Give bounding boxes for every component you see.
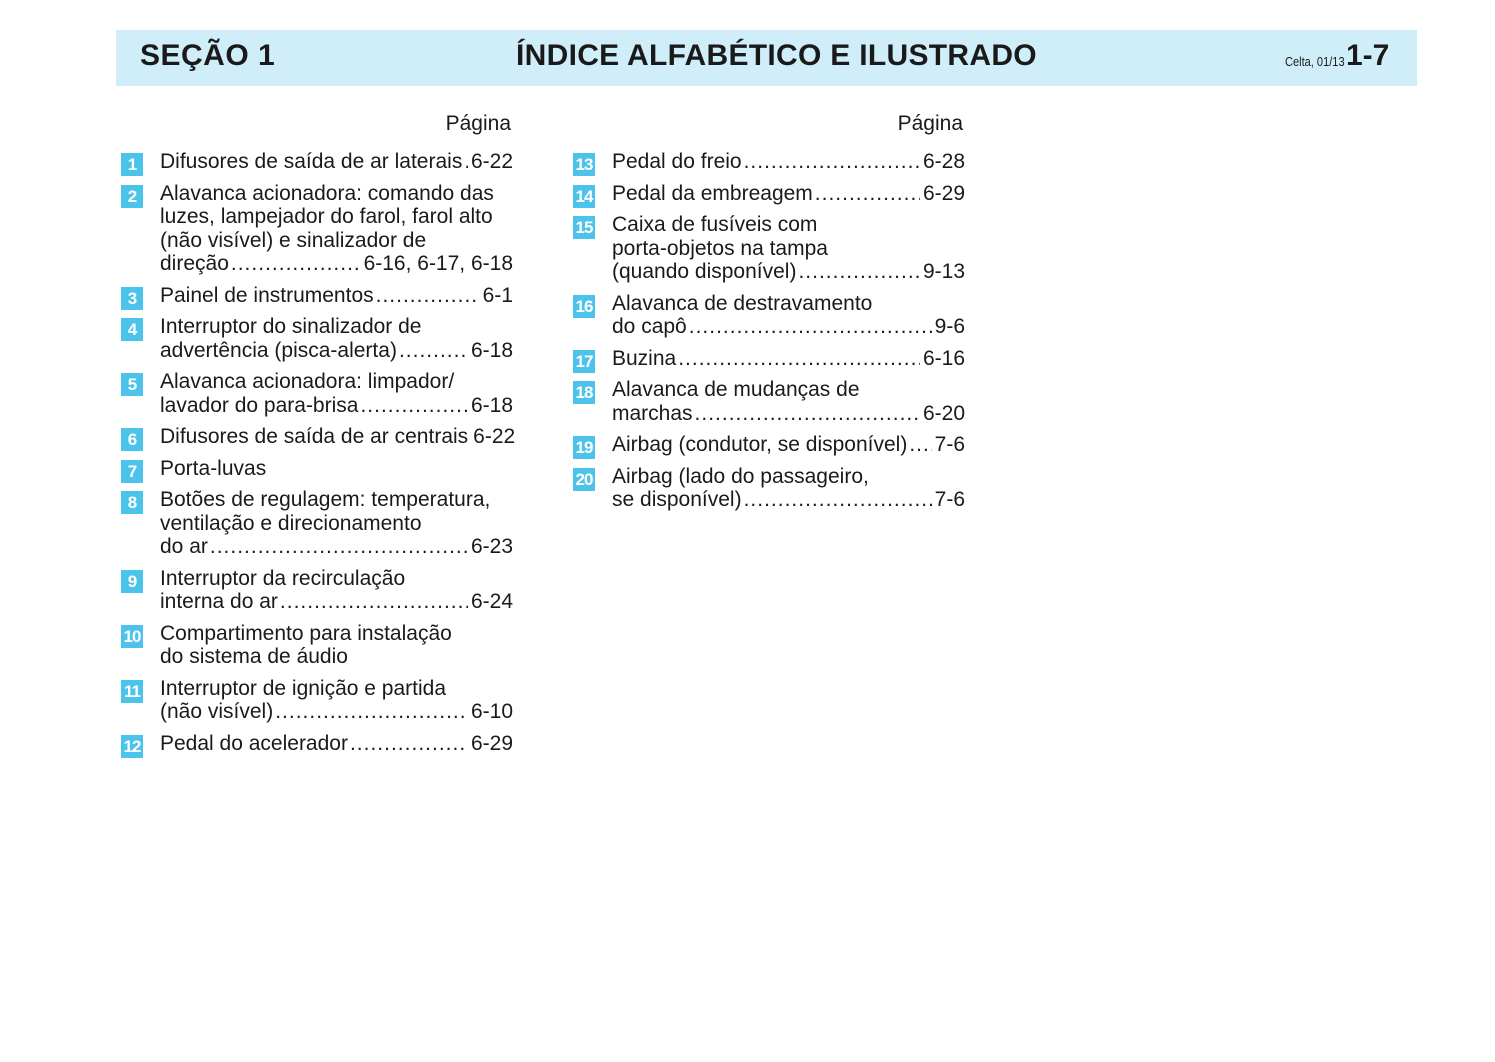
- item-number-badge: 6: [121, 428, 143, 451]
- dot-leader: [464, 150, 468, 174]
- item-page-ref: 6-18: [470, 393, 513, 417]
- item-last-line: [160, 590, 513, 614]
- item-text: Pedal do acelerador: [160, 731, 348, 755]
- item-number-badge: 13: [573, 153, 595, 176]
- item-text: do capô: [612, 315, 687, 338]
- item-number-badge: 5: [121, 373, 143, 396]
- item-text-line: Porta-luvas: [160, 456, 267, 480]
- item-last-line: [612, 182, 965, 206]
- dot-leader: [678, 347, 920, 371]
- item-page-ref: 6-16, 6-17, 6-18: [363, 252, 513, 275]
- item-text-line: Alavanca de mudanças de: [612, 378, 860, 401]
- dot-leader: [695, 402, 920, 426]
- item-text-line: Alavanca acionadora: limpador/: [160, 370, 455, 393]
- dot-leader: [360, 394, 468, 418]
- index-item: [121, 732, 513, 756]
- item-last-line: [160, 252, 513, 276]
- item-text: advertência (pisca-alerta): [160, 338, 397, 362]
- index-item: [121, 677, 513, 724]
- item-text-line: luzes, lampejador do farol, farol alto: [160, 205, 493, 228]
- item-number-badge: 19: [573, 436, 595, 459]
- item-number-badge: 17: [573, 350, 595, 373]
- dot-leader: [798, 260, 920, 284]
- item-text: Painel de instrumentos: [160, 283, 374, 307]
- index-item: [573, 433, 965, 457]
- column-header-pagina: Página: [445, 112, 511, 135]
- item-text-line: (não visível) e sinalizador de: [160, 228, 427, 252]
- page-number: 1-7: [1346, 39, 1390, 72]
- item-page-ref: 6-24: [470, 590, 513, 613]
- item-last-line: [612, 260, 965, 284]
- item-page-ref: 6-22: [473, 425, 516, 448]
- item-last-line: [160, 339, 513, 363]
- item-text: do ar: [160, 535, 208, 558]
- item-page-ref: 6-22: [470, 150, 513, 173]
- item-number-badge: 18: [573, 381, 595, 404]
- item-number-badge: 4: [121, 318, 143, 341]
- item-page-ref: 7-6: [934, 488, 965, 511]
- item-last-line: [160, 150, 513, 174]
- item-text-line: Interruptor de ignição e partida: [160, 676, 447, 700]
- item-number-badge: 8: [121, 491, 143, 514]
- page-title: ÍNDICE ALFABÉTICO E ILUSTRADO: [516, 39, 1037, 72]
- dot-leader: [815, 182, 920, 206]
- item-text: se disponível): [612, 488, 742, 511]
- item-text: (não visível): [160, 700, 274, 723]
- index-item: [573, 292, 965, 339]
- index-item: [121, 315, 513, 362]
- item-text: (quando disponível): [612, 260, 797, 283]
- item-last-line: [612, 315, 965, 339]
- item-number-badge: 1: [121, 153, 143, 176]
- item-last-line: [612, 347, 965, 371]
- item-text-line: Compartimento para instalação: [160, 621, 452, 645]
- index-list: [121, 150, 516, 756]
- section-label: SEÇÃO 1: [140, 39, 276, 72]
- item-text: direção: [160, 252, 229, 275]
- item-text-line: do sistema de áudio: [160, 645, 348, 668]
- item-number-badge: 10: [121, 625, 143, 648]
- item-text-line: Botões de regulagem: temperatura,: [160, 488, 491, 511]
- index-item: [121, 488, 513, 559]
- item-page-ref: 6-16: [922, 346, 965, 370]
- index-item: [121, 370, 513, 417]
- item-number-badge: 3: [121, 287, 143, 310]
- item-page-ref: 6-23: [470, 535, 513, 558]
- item-text: lavador do para-brisa: [160, 393, 359, 417]
- dot-leader: [399, 339, 468, 363]
- item-number-badge: 15: [573, 216, 595, 239]
- dot-leader: [376, 284, 480, 308]
- item-number-badge: 20: [573, 468, 595, 491]
- item-number-badge: 9: [121, 570, 143, 593]
- index-item: [573, 465, 965, 512]
- item-page-ref: 9-13: [922, 260, 965, 283]
- item-page-ref: 6-1: [482, 283, 513, 307]
- item-page-ref: 6-29: [922, 181, 965, 205]
- item-page-ref: 6-20: [922, 401, 965, 425]
- item-page-ref: 6-18: [470, 338, 513, 362]
- edition-label: Celta, 01/13: [1285, 54, 1345, 69]
- item-last-line: [612, 433, 965, 457]
- item-number-badge: 12: [121, 735, 143, 758]
- index-item: [573, 182, 965, 206]
- item-text: Airbag (condutor, se disponível): [612, 433, 908, 456]
- item-last-line: [160, 535, 513, 559]
- item-text-line: Interruptor do sinalizador de: [160, 315, 422, 338]
- item-number-badge: 7: [121, 460, 143, 483]
- item-last-line: [160, 394, 513, 418]
- item-number-badge: 14: [573, 185, 595, 208]
- index-list: [573, 150, 965, 512]
- index-item: [573, 150, 965, 174]
- item-text-line: Alavanca de destravamento: [612, 291, 873, 315]
- dot-leader: [210, 535, 468, 559]
- index-item: [121, 150, 513, 174]
- item-last-line: [160, 700, 513, 724]
- dot-leader: [744, 488, 932, 512]
- item-last-line: [612, 488, 965, 512]
- item-text: Difusores de saída de ar centrais: [160, 425, 469, 448]
- index-item: [573, 378, 965, 425]
- index-item: [121, 182, 513, 276]
- item-page-ref: 9-6: [934, 315, 965, 338]
- item-text-line: Caixa de fusíveis com: [612, 213, 818, 236]
- item-last-line: [160, 732, 513, 756]
- dot-leader: [909, 433, 931, 457]
- item-text-line: Alavanca acionadora: comando das: [160, 181, 494, 205]
- item-page-ref: 6-10: [470, 700, 513, 723]
- item-text-line: ventilação e direcionamento: [160, 511, 422, 535]
- item-text: Pedal do freio: [612, 150, 742, 173]
- item-text: Difusores de saída de ar laterais: [160, 150, 463, 173]
- item-text: Buzina: [612, 346, 677, 370]
- item-number-badge: 2: [121, 185, 143, 208]
- item-text-line: porta-objetos na tampa: [612, 236, 828, 260]
- dot-leader: [350, 732, 468, 756]
- section-header: [116, 30, 1417, 86]
- item-text: marchas: [612, 401, 693, 425]
- item-text: interna do ar: [160, 590, 278, 613]
- item-number-badge: 11: [121, 680, 143, 703]
- dot-leader: [231, 252, 361, 276]
- dot-leader: [280, 590, 468, 614]
- item-page-ref: 6-29: [470, 731, 513, 755]
- index-column-left: [121, 110, 516, 763]
- item-text-line: Airbag (lado do passageiro,: [612, 464, 869, 488]
- dot-leader: [689, 315, 932, 339]
- item-last-line: [612, 150, 965, 174]
- dot-leader: [275, 700, 468, 724]
- index-column-right: [573, 110, 965, 520]
- index-item: [121, 457, 513, 481]
- column-header-pagina: Página: [897, 112, 963, 135]
- index-item: [121, 567, 513, 614]
- item-last-line: [612, 402, 965, 426]
- item-page-ref: 6-28: [922, 150, 965, 173]
- index-item: [121, 622, 513, 669]
- index-item: [573, 213, 965, 284]
- dot-leader: [744, 150, 920, 174]
- item-text-line: Interruptor da recirculação: [160, 566, 406, 590]
- item-last-line: [160, 284, 513, 308]
- item-number-badge: 16: [573, 295, 595, 318]
- index-item: [573, 347, 965, 371]
- item-page-ref: 7-6: [934, 433, 965, 456]
- item-text: Pedal da embreagem: [612, 181, 813, 205]
- item-last-line: [160, 425, 516, 449]
- index-item: [121, 425, 516, 449]
- index-item: [121, 284, 513, 308]
